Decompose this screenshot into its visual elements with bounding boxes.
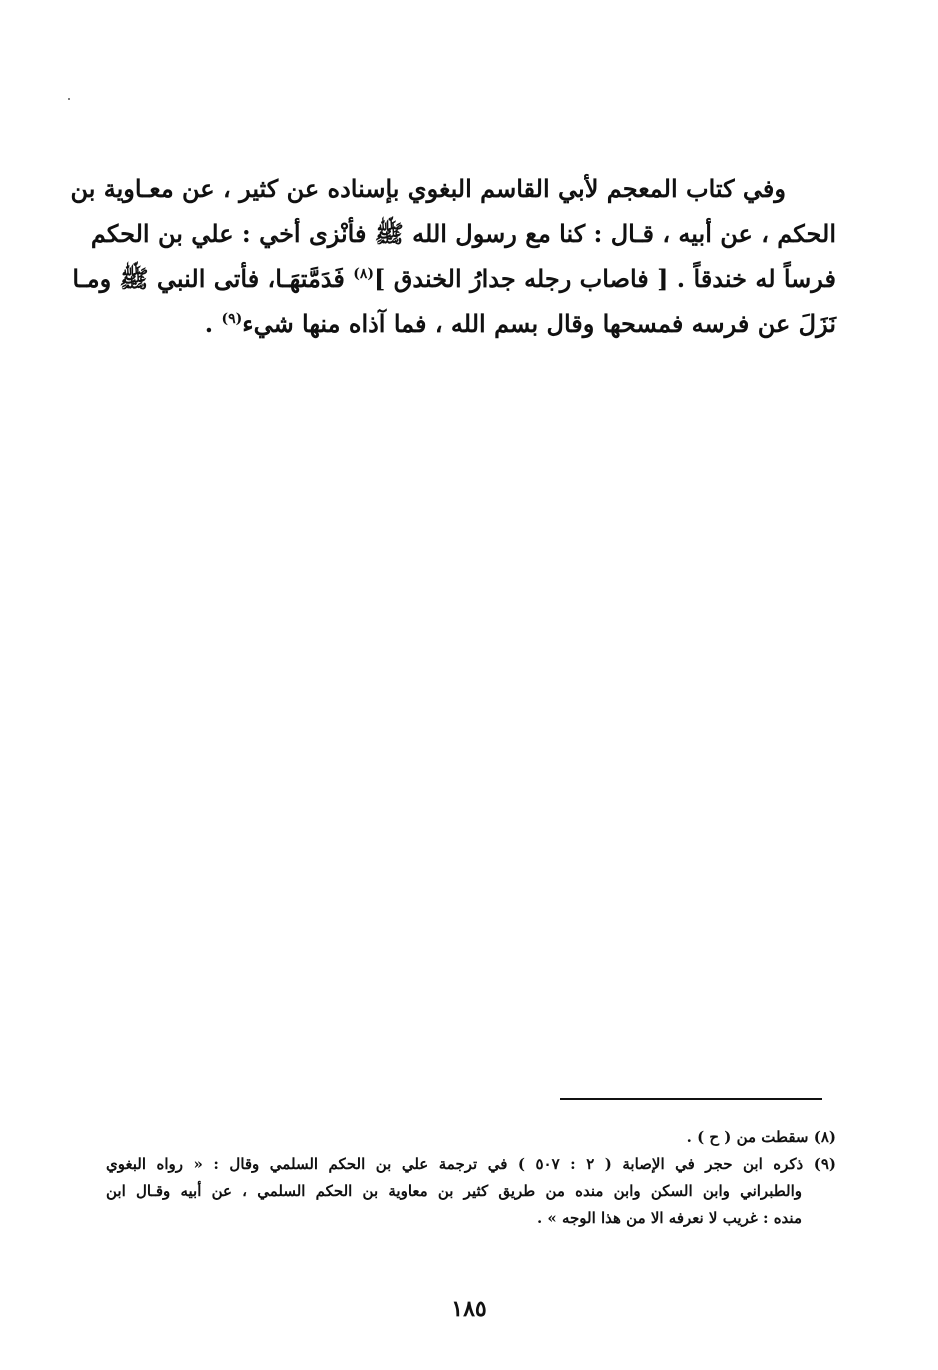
- footnote-8: (٨) سقطت من ( ح ) .: [686, 1128, 836, 1146]
- main-text-segment: فَدَمَّتهَـا، فأتى النبي ﷺ ومـا: [72, 264, 354, 293]
- main-text-segment: .: [204, 309, 222, 338]
- page-number: ١٨٥: [451, 1296, 487, 1322]
- main-text-segment: فرساً له خندقاً . [ فاصاب رجله جدارُ الخندق ]: [374, 264, 836, 293]
- footnote-separator: [560, 1098, 822, 1100]
- main-text-line: [106, 301, 836, 346]
- main-text-line: وفي كتاب المعجم لأبي القاسم البغوي بإسناده عن كثير ، عن معـاوية بن: [70, 174, 786, 203]
- main-text-block: [70, 166, 836, 346]
- main-text-line: الحكم ، عن أبيه ، قـال : كنا مع رسول الله ﷺ فأنْزى أخي : علي بن الحكم: [90, 219, 836, 248]
- footnote-marker-9: (٩): [221, 311, 243, 327]
- footnote-9-line: منده : غريب لا نعرفه الا من هذا الوجه » .: [536, 1209, 802, 1227]
- main-text-line: [72, 256, 836, 301]
- footnote-marker-8: (٨): [353, 266, 375, 282]
- main-text-segment: نَزَلَ عن فرسه فمسحها وقال بسم الله ، فما آذاه منها شيء: [242, 309, 836, 338]
- footnote-9-line: والطبراني وابن السكن وابن منده من طريق كثير بن معاوية بن الحكم السلمي ، عن أبيه وقـال ابن: [106, 1182, 802, 1200]
- footnotes-block: [106, 1124, 836, 1232]
- footnote-9-line: (٩) ذكره ابن حجر في الإصابة ( ٢ : ٥٠٧ ) في ترجمة علي بن الحكم السلمي وقال : « رواه البغوي: [106, 1155, 837, 1173]
- scan-speck: [68, 98, 70, 100]
